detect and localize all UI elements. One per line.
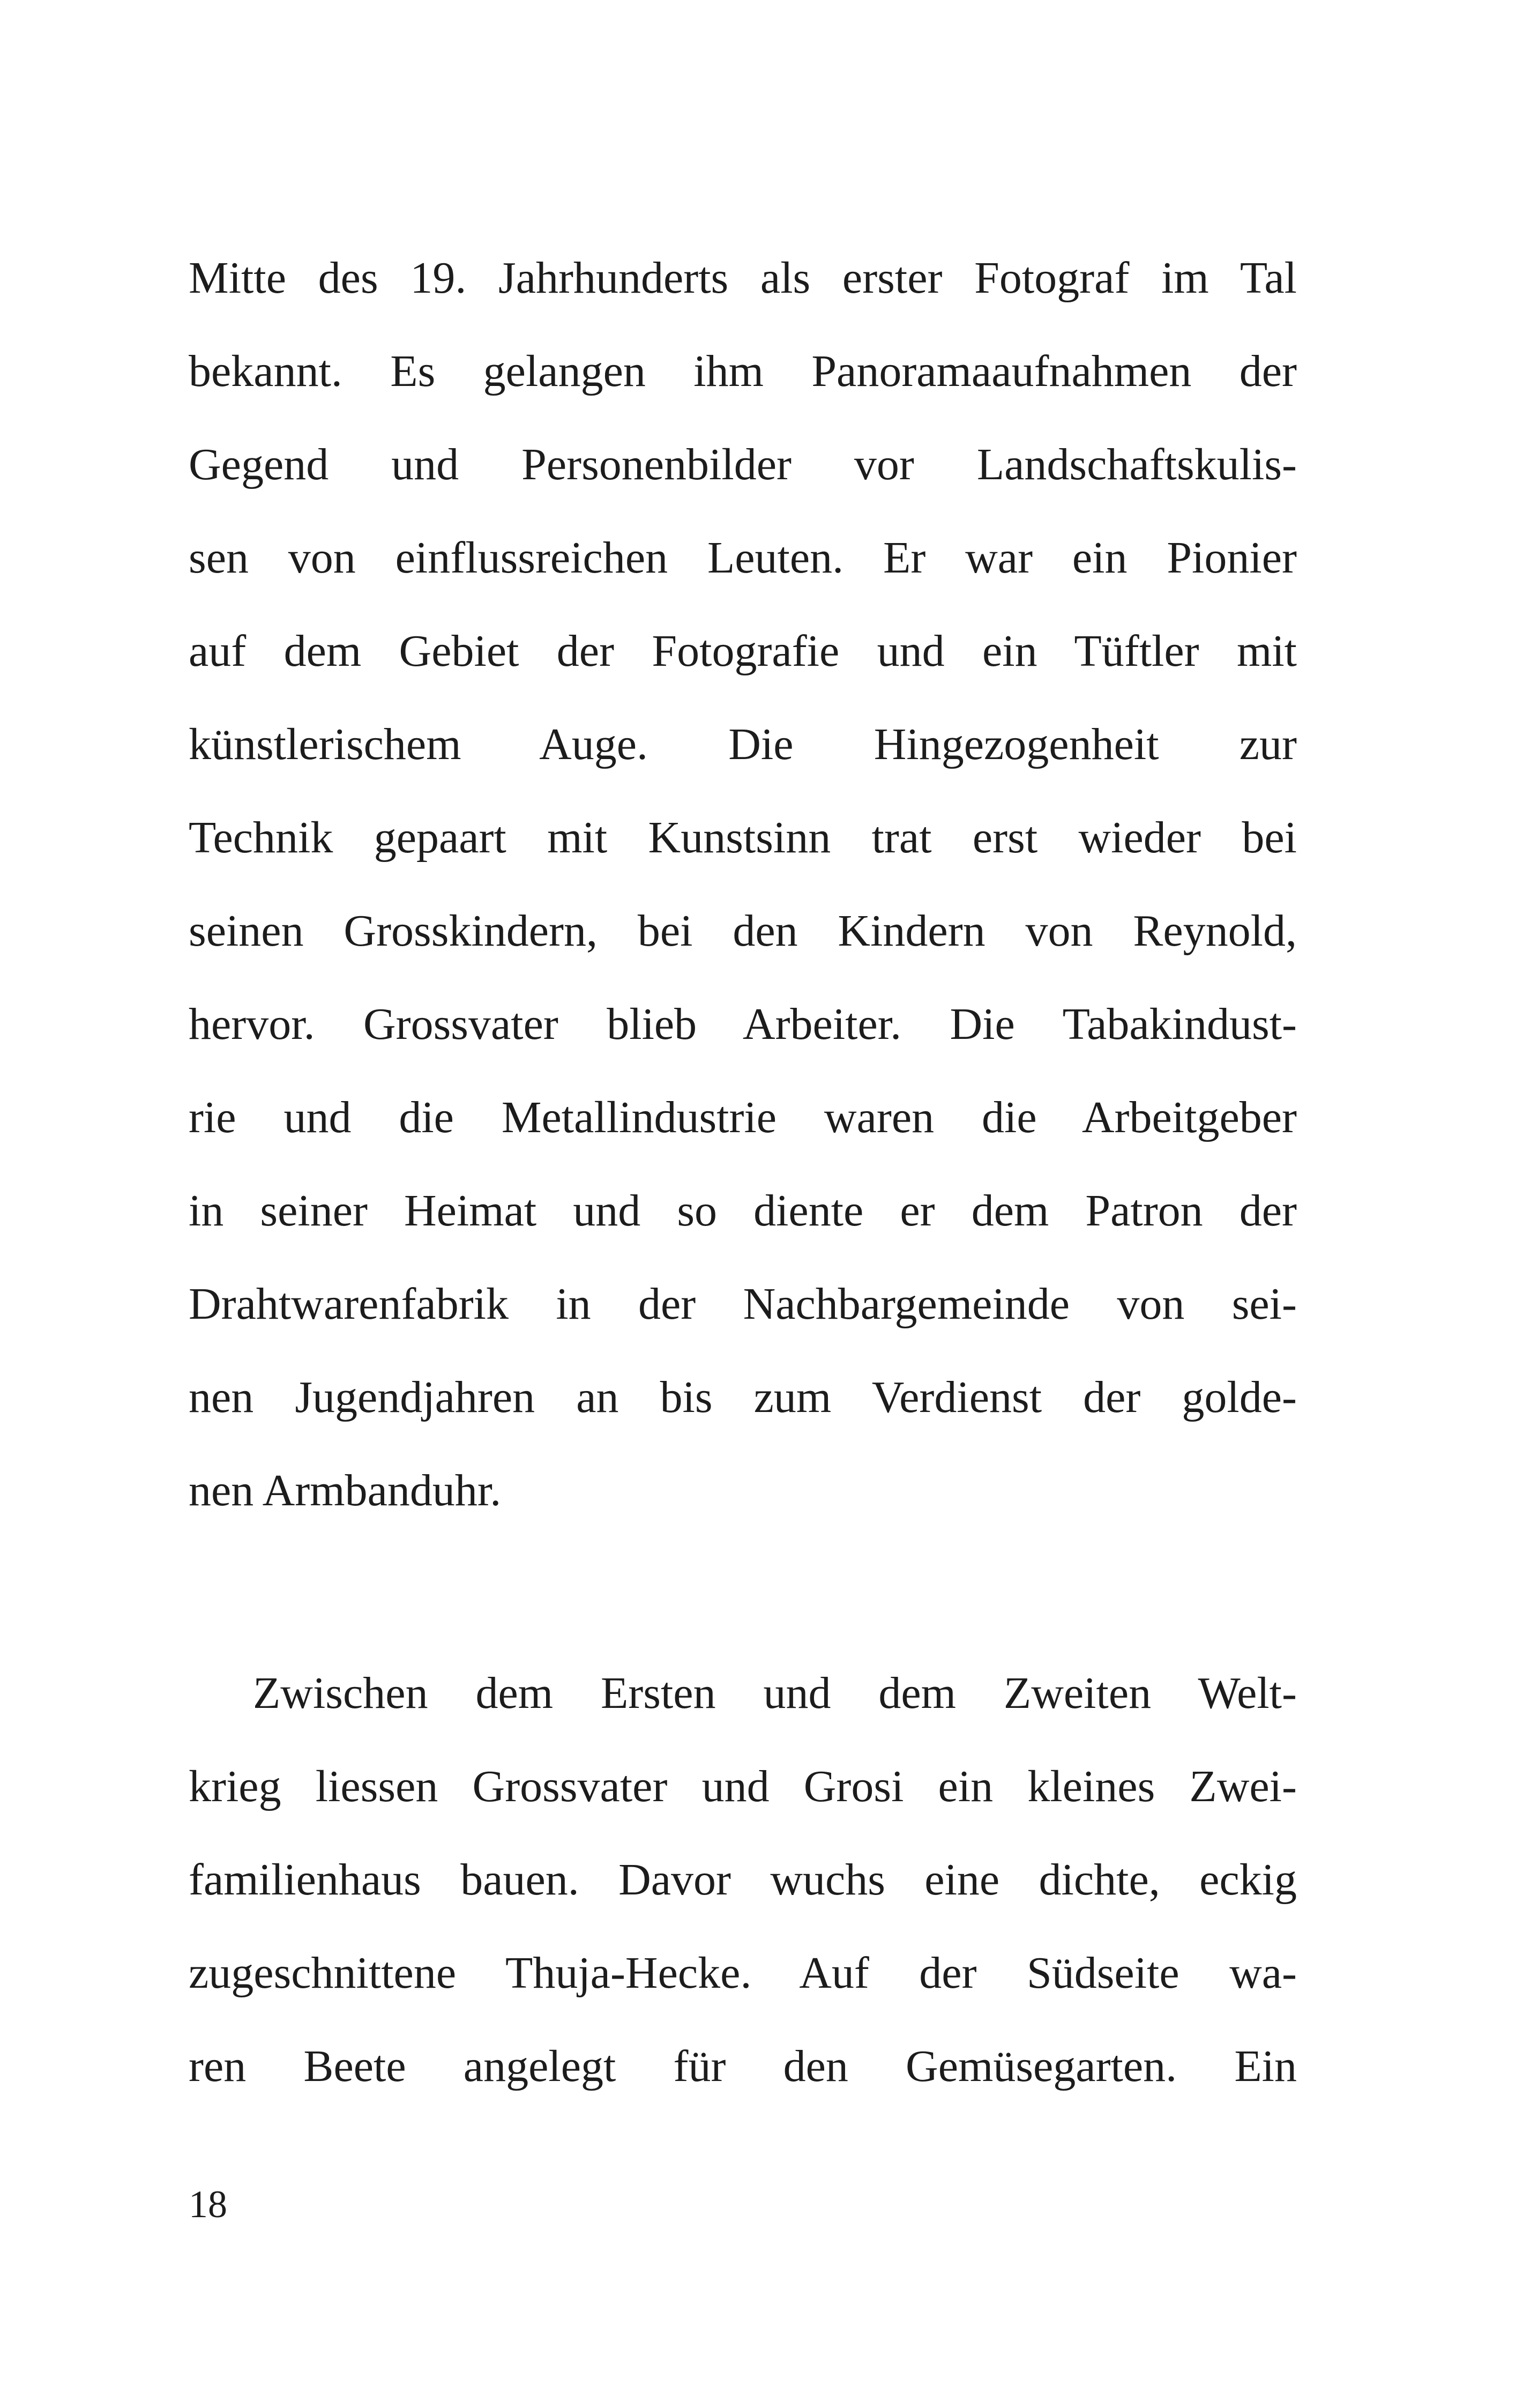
text-line: ren Beete angelegt für den Gemüsegarten. Ein [189, 2041, 1297, 2091]
text-line: rie und die Metallindustrie waren die Arbeitgeber [189, 1092, 1297, 1142]
text-line: krieg liessen Grossvater und Grosi ein kleines Zwei- [189, 1762, 1297, 1811]
text-line: hervor. Grossvater blieb Arbeiter. Die Tabakindust- [189, 999, 1297, 1049]
text-line: auf dem Gebiet der Fotografie und ein Tüftler mit [189, 626, 1297, 676]
text-line: sen von einflussreichen Leuten. Er war ein Pionier [189, 533, 1297, 583]
text-line: Technik gepaart mit Kunstsinn trat erst wieder bei [189, 813, 1297, 863]
text-line: familienhaus bauen. Davor wuchs eine dichte, eckig [189, 1855, 1297, 1905]
text-line: nen Jugendjahren an bis zum Verdienst der golde- [189, 1372, 1297, 1422]
text-line: Mitte des 19. Jahrhunderts als erster Fotograf im Tal [189, 253, 1297, 303]
text-line: in seiner Heimat und so diente er dem Patron der [189, 1186, 1297, 1236]
paragraph-1 [189, 232, 1297, 1537]
page-number: 18 [189, 2183, 227, 2226]
text-line: zugeschnittene Thuja-Hecke. Auf der Südseite wa- [189, 1948, 1297, 1998]
text-line: künstlerischem Auge. Die Hingezogenheit zur [189, 719, 1297, 769]
paragraph-2 [189, 1647, 1297, 2113]
text-line: bekannt. Es gelangen ihm Panoramaaufnahmen der [189, 346, 1297, 396]
text-line: Zwischen dem Ersten und dem Zweiten Welt- [253, 1668, 1297, 1718]
text-line: Gegend und Personenbilder vor Landschaftskulis- [189, 440, 1297, 489]
text-line: seinen Grosskindern, bei den Kindern von Reynold, [189, 906, 1297, 956]
text-line: Drahtwarenfabrik in der Nachbargemeinde von sei- [189, 1279, 1297, 1329]
text-line: nen Armbanduhr. [189, 1466, 502, 1515]
